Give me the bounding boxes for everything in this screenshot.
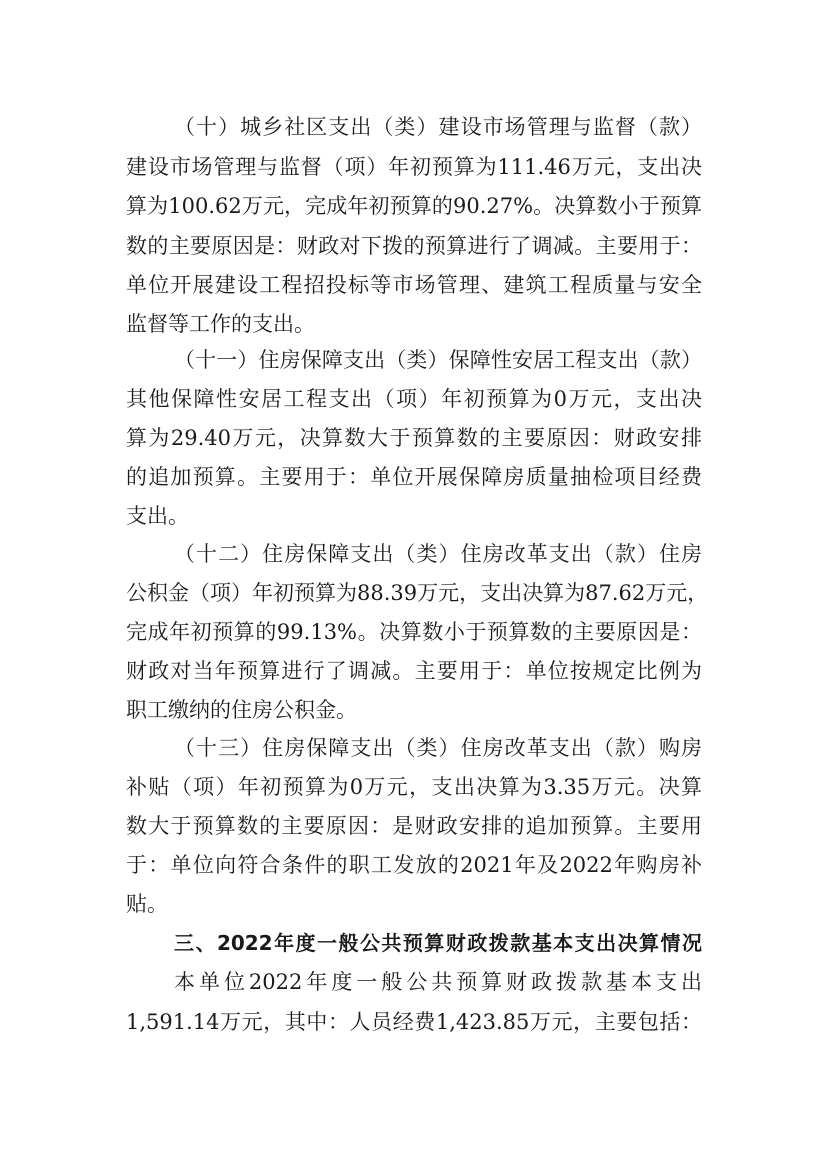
paragraph-13-line-5: 贴。 xyxy=(126,892,168,916)
paragraph-13-line-1: （十三）住房保障支出（类）住房改革支出（款）购房 xyxy=(174,736,702,760)
final-paragraph-line-1: 本单位2022年度一般公共预算财政拨款基本支出 xyxy=(174,970,702,994)
section-heading: 三、2022年度一般公共预算财政拨款基本支出决算情况 xyxy=(174,931,702,955)
paragraph-13-line-4: 于：单位向符合条件的职工发放的2021年及2022年购房补 xyxy=(126,853,702,877)
paragraph-12-line-3: 完成年初预算的99.13%。决算数小于预算数的主要原因是： xyxy=(126,620,702,644)
paragraph-11-line-3: 算为29.40万元，决算数大于预算数的主要原因：财政安排 xyxy=(126,426,702,450)
paragraph-11-line-1: （十一）住房保障支出（类）保障性安居工程支出（款） xyxy=(174,348,702,372)
paragraph-13-line-2: 补贴（项）年初预算为0万元，支出决算为3.35万元。决算 xyxy=(126,775,702,799)
paragraph-10-line-4: 数的主要原因是：财政对下拨的预算进行了调减。主要用于： xyxy=(126,234,702,258)
paragraph-11-line-4: 的追加预算。主要用于：单位开展保障房质量抽检项目经费 xyxy=(126,465,702,489)
paragraph-12-line-2: 公积金（项）年初预算为88.39万元，支出决算为87.62万元， xyxy=(126,581,709,605)
paragraph-10-line-3: 算为100.62万元，完成年初预算的90.27%。决算数小于预算 xyxy=(126,194,702,218)
paragraph-13-line-3: 数大于预算数的主要原因：是财政安排的追加预算。主要用 xyxy=(126,814,702,838)
paragraph-12-line-1: （十二）住房保障支出（类）住房改革支出（款）住房 xyxy=(174,542,702,566)
paragraph-11-line-5: 支出。 xyxy=(126,504,189,528)
paragraph-10-line-2: 建设市场管理与监督（项）年初预算为111.46万元，支出决 xyxy=(126,155,702,179)
paragraph-10-line-6: 监督等工作的支出。 xyxy=(126,312,315,336)
final-paragraph-line-2: 1,591.14万元，其中：人员经费1,423.85万元，主要包括： xyxy=(126,1010,702,1034)
paragraph-12-line-5: 职工缴纳的住房公积金。 xyxy=(126,698,357,722)
paragraph-10-line-5: 单位开展建设工程招投标等市场管理、建筑工程质量与安全 xyxy=(126,273,702,297)
paragraph-11-line-2: 其他保障性安居工程支出（项）年初预算为0万元，支出决 xyxy=(126,387,702,411)
paragraph-12-line-4: 财政对当年预算进行了调减。主要用于：单位按规定比例为 xyxy=(126,659,702,683)
paragraph-10-line-1: （十）城乡社区支出（类）建设市场管理与监督（款） xyxy=(174,115,702,139)
